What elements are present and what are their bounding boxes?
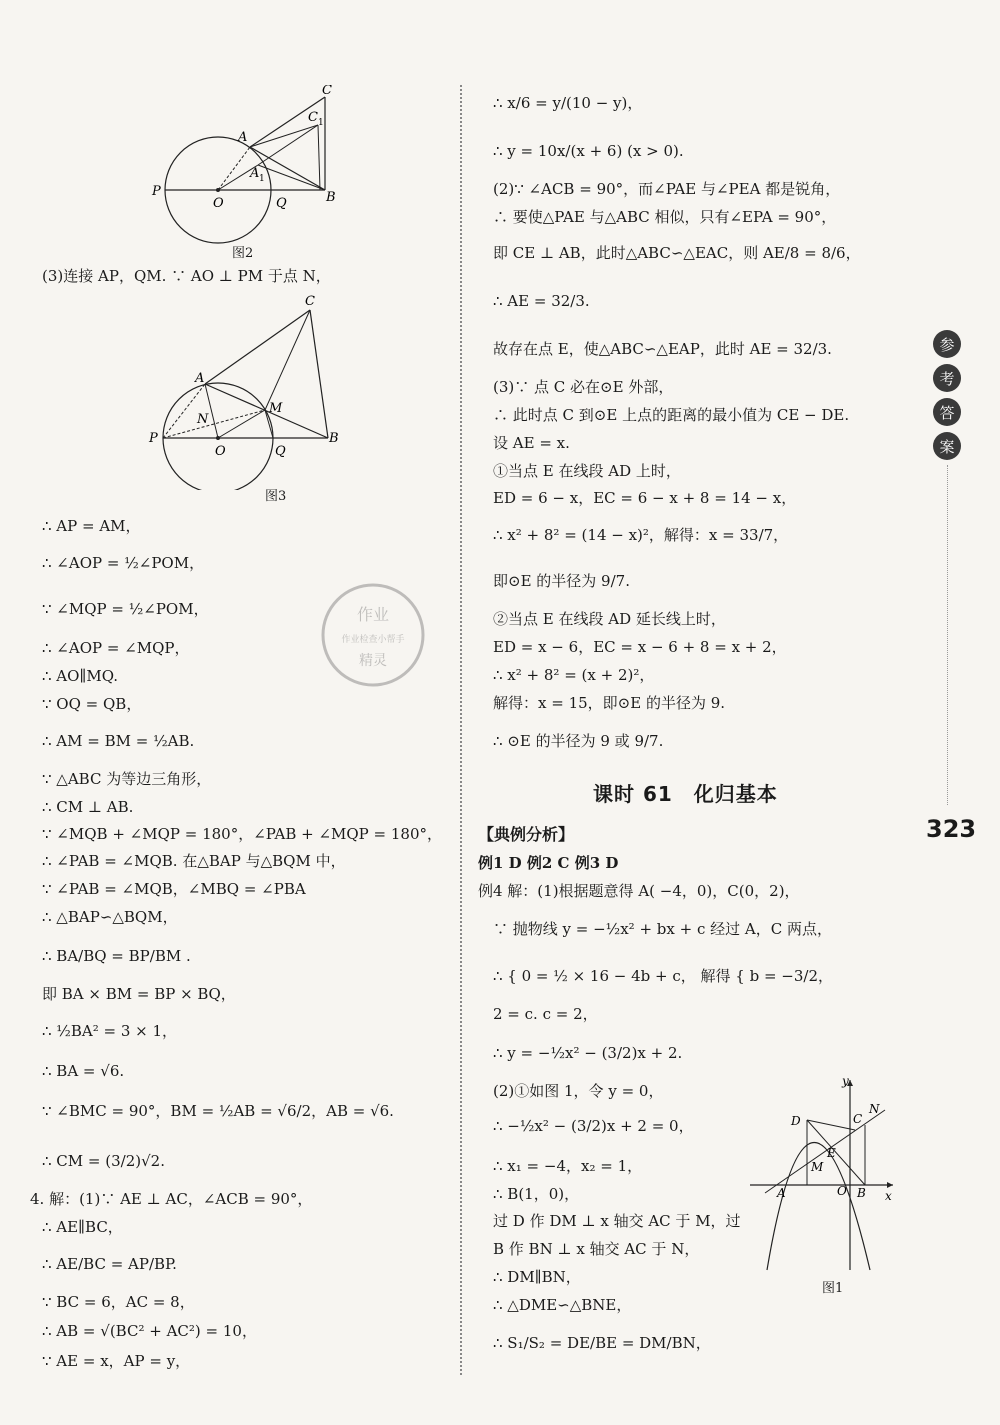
fig1-label-c: C xyxy=(853,1112,863,1126)
fig2-label-c: C xyxy=(322,85,332,98)
solution-line: ∴ 要使△PAE 与△ABC 相似，只有∠EPA = 90°， xyxy=(493,208,837,226)
example-line: ∴ B(1，0)， xyxy=(493,1185,580,1203)
fig1-label-o: O xyxy=(837,1184,847,1198)
proof-line: ∴ AO∥MQ. xyxy=(42,667,119,685)
side-rule xyxy=(947,465,948,805)
proof-line: ∴ BA/BQ = BP/BM . xyxy=(42,947,191,965)
proof-line: ∴ △BAP∽△BQM， xyxy=(42,908,178,926)
solution-line: ED = x − 6，EC = x − 6 + 8 = x + 2， xyxy=(493,638,787,656)
watermark-stamp xyxy=(318,580,428,690)
solution-line: ②当点 E 在线段 AD 延长线上时， xyxy=(493,610,726,628)
fig1-label-m: M xyxy=(811,1160,824,1174)
figure-3 xyxy=(145,290,350,490)
solution-line: ED = 6 − x，EC = 6 − x + 8 = 14 − x， xyxy=(493,489,797,507)
solution-line: (3)∵ 点 C 必在⊙E 外部， xyxy=(493,378,674,396)
figure-1-caption: 图1 xyxy=(822,1281,844,1296)
example-line: ∵ 抛物线 y = −½x² + bx + c 经过 A，C 两点， xyxy=(493,920,832,938)
fig3-label-c: C xyxy=(305,294,315,309)
proof-line: ∵ OQ = QB， xyxy=(42,695,142,713)
proof-line: ∴ AE∥BC， xyxy=(42,1218,123,1236)
proof-line: 4. 解：(1)∵ AE ⊥ AC，∠ACB = 90°， xyxy=(30,1190,313,1208)
side-tab-char: 答 xyxy=(933,398,961,426)
fig2-label-a1: A xyxy=(250,166,260,181)
fig2-label-q: Q xyxy=(276,196,287,211)
figure-2 xyxy=(150,85,350,245)
example-line: 过 D 作 DM ⊥ x 轴交 AC 于 M，过 xyxy=(493,1212,741,1230)
proof-line: ∵ △ABC 为等边三角形， xyxy=(42,770,212,788)
example-analysis-heading: 【典例分析】 xyxy=(478,825,575,844)
proof-line: ∴ AB = √(BC² + AC²) = 10， xyxy=(42,1322,257,1340)
fig1-label-n: N xyxy=(869,1102,880,1116)
figure-2-caption: 图2 xyxy=(232,246,254,261)
section-title: 课时 61 化归基本 xyxy=(593,782,778,806)
proof-line: ∴ AE/BC = AP/BP. xyxy=(42,1255,177,1273)
solution-line: ∴ 此时点 C 到⊙E 上点的距离的最小值为 CE − DE. xyxy=(493,406,850,424)
proof-line: ∴ ∠PAB = ∠MQB. 在△BAP 与△BQM 中， xyxy=(42,852,346,870)
solution-line: ∴ x² + 8² = (14 − x)²，解得：x = 33/7， xyxy=(493,526,789,544)
fig1-label-b: B xyxy=(857,1186,866,1200)
example-line: ∴ −½x² − (3/2)x + 2 = 0， xyxy=(493,1117,694,1135)
fig2-label-a1-sub: 1 xyxy=(259,174,265,184)
solution-line: 即⊙E 的半径为 9/7. xyxy=(493,572,630,590)
fig2-label-b: B xyxy=(326,190,336,205)
proof-line: ∴ AM = BM = ½AB. xyxy=(42,732,195,750)
proof-line: 即 BA × BM = BP × BQ， xyxy=(42,985,236,1003)
stamp-line3: 精灵 xyxy=(359,653,387,669)
solution-line: (2)∵ ∠ACB = 90°，而∠PAE 与∠PEA 都是锐角， xyxy=(493,180,841,198)
column-divider xyxy=(460,85,462,1375)
proof-line: ∵ BC = 6，AC = 8， xyxy=(42,1293,195,1311)
fig1-label-a: A xyxy=(777,1186,786,1200)
solution-line: ∴ y = 10x/(x + 6) (x > 0). xyxy=(493,142,684,160)
proof-line: ∵ AE = x，AP = y， xyxy=(42,1352,191,1370)
proof-line: ∵ ∠BMC = 90°，BM = ½AB = √6/2，AB = √6. xyxy=(42,1102,394,1120)
proof-line: ∴ CM ⊥ AB. xyxy=(42,798,134,816)
fig3-label-q: Q xyxy=(275,444,286,459)
fig1-label-d: D xyxy=(791,1114,801,1128)
proof-line: ∵ ∠MQP = ½∠POM， xyxy=(42,600,209,618)
example-line: 2 = c. c = 2， xyxy=(493,1005,598,1023)
example-line: ∴ x₁ = −4，x₂ = 1， xyxy=(493,1157,643,1175)
example-line: ∴ { 0 = ½ × 16 − 4b + c， 解得 { b = −3/2， xyxy=(493,967,834,985)
fig3-label-a: A xyxy=(195,371,205,386)
solution-line: ∴ x/6 = y/(10 − y)， xyxy=(493,94,643,112)
solution-line: 解得：x = 15，即⊙E 的半径为 9. xyxy=(493,694,726,712)
fig2-label-a: A xyxy=(238,130,248,145)
page-number: 323 xyxy=(926,815,977,843)
figure-3-caption: 图3 xyxy=(265,489,287,504)
solution-line: 即 CE ⊥ AB，此时△ABC∽△EAC，则 AE/8 = 8/6， xyxy=(493,244,861,262)
proof-line: ∵ ∠PAB = ∠MQB，∠MBQ = ∠PBA xyxy=(42,880,306,898)
stamp-line2: 作业检查小帮手 xyxy=(341,635,405,645)
proof-line: ∴ CM = (3/2)√2. xyxy=(42,1152,165,1170)
fig2-label-c1-sub: 1 xyxy=(318,118,324,128)
fig1-label-x: x xyxy=(885,1189,892,1203)
fig3-label-m: M xyxy=(269,401,283,416)
fig1-label-e: E xyxy=(827,1146,836,1160)
proof-line: ∴ BA = √6. xyxy=(42,1062,125,1080)
example-line: ∴ DM∥BN， xyxy=(493,1268,581,1286)
example-line: 例4 解：(1)根据题意得 A( −4，0)，C(0，2)， xyxy=(478,882,800,900)
fig3-label-o: O xyxy=(215,444,226,459)
fig2-label-p: P xyxy=(152,184,161,199)
side-tab-char: 案 xyxy=(933,432,961,460)
fig2-label-c1: C xyxy=(308,110,318,125)
example-line: ∴ y = −½x² − (3/2)x + 2. xyxy=(493,1044,683,1062)
stamp-line1: 作业 xyxy=(356,605,390,624)
example-line: ∴ S₁/S₂ = DE/BE = DM/BN， xyxy=(493,1334,711,1352)
side-tab-char: 考 xyxy=(933,364,961,392)
fig3-label-b: B xyxy=(329,431,339,446)
fig3-label-n: N xyxy=(197,412,209,427)
part3-intro: (3)连接 AP，QM. ∵ AO ⊥ PM 于点 N， xyxy=(42,267,331,285)
fig1-label-y: y xyxy=(842,1075,849,1088)
figure-1 xyxy=(745,1075,895,1275)
example-line: ∴ △DME∽△BNE， xyxy=(493,1296,632,1314)
proof-line: ∴ ∠AOP = ½∠POM， xyxy=(42,554,205,572)
solution-line: ①当点 E 在线段 AD 上时， xyxy=(493,462,681,480)
solution-line: ∴ x² + 8² = (x + 2)²， xyxy=(493,666,655,684)
proof-line: ∵ ∠MQB + ∠MQP = 180°，∠PAB + ∠MQP = 180°， xyxy=(42,825,443,843)
proof-line: ∴ ½BA² = 3 × 1， xyxy=(42,1022,178,1040)
side-tab-char: 参 xyxy=(933,330,961,358)
example-line: 例1 D 例2 C 例3 D xyxy=(478,854,619,872)
proof-line: ∴ AP = AM， xyxy=(42,517,141,535)
solution-line: 设 AE = x. xyxy=(493,434,570,452)
answer-side-tab xyxy=(933,330,965,466)
fig2-label-o: O xyxy=(213,196,224,211)
solution-line: 故存在点 E，使△ABC∽△EAP，此时 AE = 32/3. xyxy=(493,340,832,358)
fig3-label-p: P xyxy=(149,431,158,446)
example-line: B 作 BN ⊥ x 轴交 AC 于 N， xyxy=(493,1240,700,1258)
proof-line: ∴ ∠AOP = ∠MQP， xyxy=(42,639,190,657)
solution-line: ∴ AE = 32/3. xyxy=(493,292,590,310)
example-line: (2)①如图 1，令 y = 0， xyxy=(493,1082,664,1100)
solution-line: ∴ ⊙E 的半径为 9 或 9/7. xyxy=(493,732,664,750)
